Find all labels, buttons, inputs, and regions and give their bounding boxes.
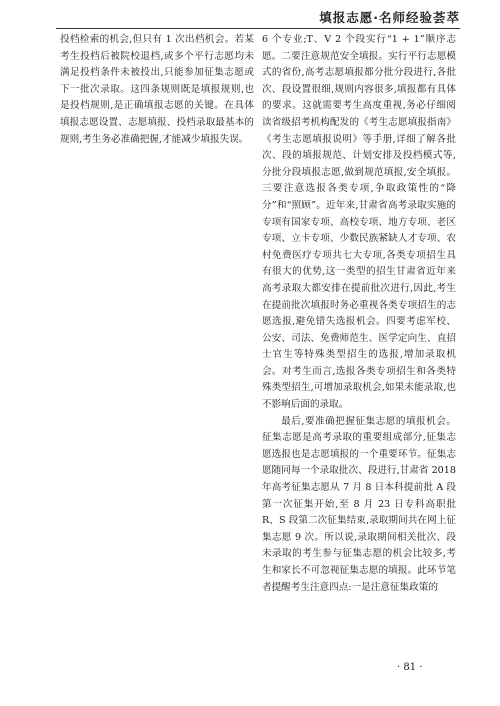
right-column <box>262 32 456 596</box>
running-header: 填报志愿·名师经验荟萃 <box>319 10 460 25</box>
page-number: · 81 · <box>397 662 423 673</box>
header-rule <box>56 28 460 29</box>
left-column <box>60 32 254 148</box>
right-paragraph-2: 最后,要准确把握征集志愿的填报机会。征集志愿是高考录取的重要组成部分,征集志愿选报也是志愿填报的一个重要环节。征集志愿随同每一个录取批次、段进行,甘肃省 2018 年高考征集志愿从 7 月 8 日本科提前批 A 段第一次征集开始,至 8 月 23 日专科高职批 R、S 段第二次征集结束,录取期间共在网上征集志愿 9 次。所以说,录取期间相关批次、段未录取的考生参与征集志愿的机会比较多,考生和家长不可忽视征集志愿的填报。此环节笔者提醒考生注意四点:一是注意征集政策的 <box>262 415 456 593</box>
right-paragraph-1: 6 个专业;T、V 2 个段实行“1 + 1”顺序志愿。二要注意规范安全填报。实行平行志愿模式的省份,高考志愿填报都分批分段进行,各批次、段设置很细,规则内容很多,填报都有具体的要求。这就需要考生高度重视,务必仔细阅读省级招考机构配发的《考生志愿填报指南》《考生志愿填报说明》等手册,详细了解各批次、段的填报规范、计划安排及投档模式等,分批分段填报志愿,做到规范填报,安全填报。三要注意选报各类专项,争取政策性的“降分”和“照顾”。近年来,甘肃省高考录取实施的专项有国家专项、高校专项、地方专项、老区专项、立卡专项、少数民族紧缺人才专项、农村免费医疗专项共七大专项,各类专项招生具有很大的优势,这一类型的招生甘肃省近年来高考录取大都安排在提前批次进行,因此,考生在提前批次填报时务必重视各类专项招生的志愿选报,避免错失选报机会。四要考虑军校、公安、司法、免费师范生、医学定向生、直招士官生等特殊类型招生的选报,增加录取机会。对考生而言,选报各类专项招生和各类特殊类型招生,可增加录取机会,如果未能录取,也不影响后面的录取。 <box>262 34 456 411</box>
left-paragraph-1: 投档检索的机会,但只有 1 次出档机会。若某考生投档后被院校退档,或多个平行志愿均未满足投档条件未被投出,只能参加征集志愿或下一批次录取。这四条规则既是填报规则,也是投档规则,是正确填报志愿的关键。在具体填报志愿设置、志愿填报、投档录取最基本的规则,考生务必准确把握,才能减少填报失误。 <box>60 34 254 145</box>
